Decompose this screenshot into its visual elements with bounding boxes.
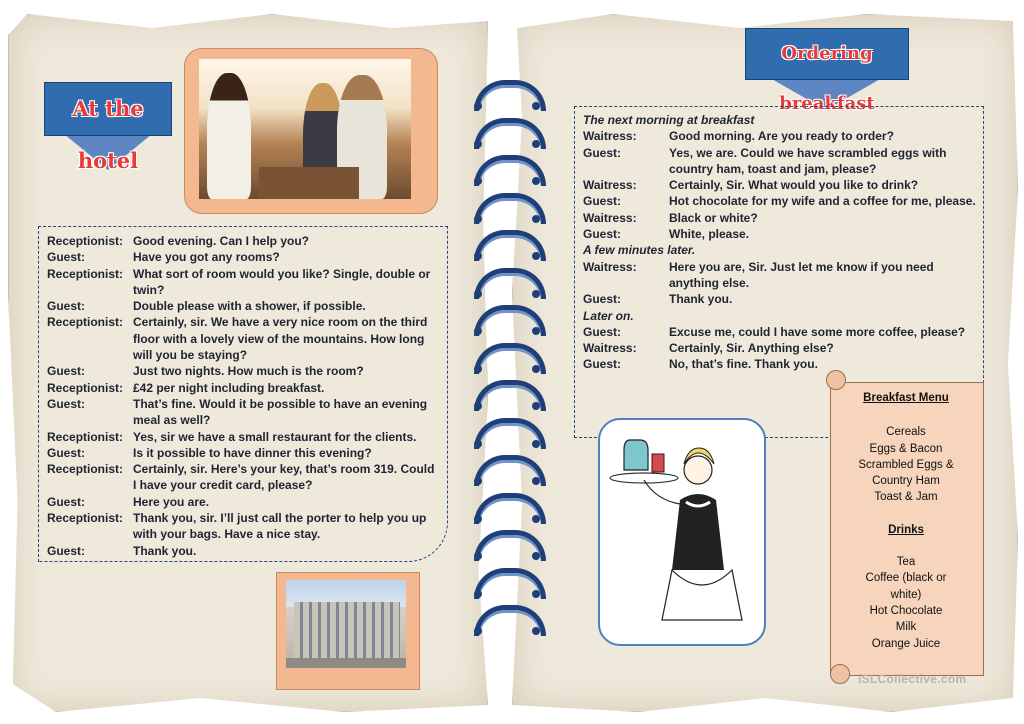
waitress-head bbox=[684, 456, 712, 484]
hotel-dialogue bbox=[47, 233, 439, 559]
dialogue-line: Thank you. bbox=[133, 543, 197, 558]
dialogue-line: What sort of room would you like? Single, double or twin? bbox=[133, 266, 431, 297]
dialogue-line: Just two nights. How much is the room? bbox=[133, 364, 364, 379]
waitress-illustration bbox=[600, 420, 764, 644]
speaker: Waitress: bbox=[583, 178, 637, 193]
speaker: Guest: bbox=[47, 445, 86, 460]
drink-item: Milk bbox=[895, 621, 917, 634]
ring-hole-icon bbox=[474, 440, 482, 448]
dialogue-row bbox=[47, 510, 439, 543]
hotel-building-photo bbox=[286, 580, 406, 668]
scene-note bbox=[583, 112, 978, 128]
dialogue-row bbox=[47, 249, 439, 265]
speaker: Receptionist: bbox=[47, 380, 124, 395]
dialogue-line: Have you got any rooms? bbox=[133, 250, 280, 265]
speaker: Guest: bbox=[583, 227, 622, 242]
dialogue-row bbox=[47, 396, 439, 429]
dialogue-row bbox=[583, 210, 978, 226]
menu-item: Cereals bbox=[886, 426, 926, 439]
dialogue-line: That’s fine. Would it be possible to have an evening meal as well? bbox=[133, 396, 428, 428]
speaker: Guest: bbox=[47, 250, 86, 265]
breakfast-dialogue bbox=[583, 112, 978, 373]
speaker: Receptionist: bbox=[47, 429, 124, 444]
ring-hole-icon bbox=[474, 102, 482, 110]
ring-hole-icon bbox=[532, 252, 540, 260]
dialogue-row bbox=[583, 145, 978, 178]
dialogue-row bbox=[47, 380, 439, 396]
waitress-skirt bbox=[662, 570, 742, 620]
dialogue-line: Certainly, Sir. What would you like to drink? bbox=[669, 178, 919, 193]
speaker: Receptionist: bbox=[47, 462, 124, 477]
breakfast-title-banner: Ordering breakfast bbox=[745, 28, 909, 80]
dialogue-row bbox=[583, 226, 978, 242]
dialogue-line: £42 per night including breakfast. bbox=[133, 380, 325, 395]
dialogue-line: Black or white? bbox=[669, 210, 758, 225]
dialogue-line: Certainly, sir. Here’s your key, that’s room 319. Could I have your credit card, please? bbox=[133, 462, 435, 493]
scene-note-text: A few minutes later. bbox=[583, 243, 696, 258]
ring-hole-icon bbox=[532, 552, 540, 560]
dialogue-row bbox=[47, 298, 439, 314]
drink-item: Coffee (black or bbox=[865, 572, 947, 585]
speaker: Guest: bbox=[583, 292, 622, 307]
reception-desk bbox=[259, 167, 359, 199]
ring-hole-icon bbox=[532, 365, 540, 373]
speaker: Waitress: bbox=[583, 259, 637, 274]
ring-hole-icon bbox=[474, 290, 482, 298]
dialogue-row bbox=[583, 340, 978, 356]
watermark: iSLCollective.com bbox=[858, 672, 967, 686]
speaker: Guest: bbox=[583, 194, 622, 209]
dialogue-row bbox=[47, 314, 439, 363]
speaker: Guest: bbox=[47, 494, 86, 509]
reception-photo bbox=[199, 59, 411, 199]
ring-hole-icon bbox=[532, 290, 540, 298]
ring-hole-icon bbox=[474, 402, 482, 410]
breakfast-menu bbox=[826, 390, 986, 652]
ring-hole-icon bbox=[532, 327, 540, 335]
ring-hole-icon bbox=[474, 252, 482, 260]
ring-hole-icon bbox=[532, 402, 540, 410]
drink-item: Orange Juice bbox=[871, 637, 941, 650]
dialogue-row bbox=[47, 363, 439, 379]
menu-item: Eggs & Bacon bbox=[869, 442, 943, 455]
dialogue-line: Thank you, sir. I’ll just call the porter to help you up with your bags. Have a nice stay. bbox=[133, 511, 427, 542]
scene-note-text: Later on. bbox=[583, 308, 634, 323]
dialogue-row bbox=[47, 233, 439, 249]
dialogue-row bbox=[583, 193, 978, 209]
dialogue-row bbox=[47, 266, 439, 299]
dialogue-line: White, please. bbox=[669, 227, 750, 242]
speaker: Guest: bbox=[47, 543, 86, 558]
building-facade bbox=[294, 602, 400, 660]
ring-hole-icon bbox=[474, 515, 482, 523]
menu-item: Country Ham bbox=[872, 475, 940, 488]
receptionist-figure bbox=[207, 73, 251, 199]
dialogue-line: Yes, sir we have a small restaurant for the clients. bbox=[133, 429, 417, 444]
scroll-curl-bottom-icon bbox=[830, 664, 850, 684]
ring-hole-icon bbox=[532, 627, 540, 635]
waitress-arm bbox=[644, 480, 680, 504]
tray bbox=[610, 473, 678, 483]
menu-item: Scrambled Eggs & bbox=[858, 458, 954, 471]
dialogue-row bbox=[47, 494, 439, 510]
dialogue-line: Here you are. bbox=[133, 494, 210, 509]
dialogue-row bbox=[47, 429, 439, 445]
menu-title: Breakfast Menu bbox=[863, 392, 949, 404]
speaker: Waitress: bbox=[583, 129, 637, 144]
drink-item: white) bbox=[890, 588, 922, 601]
speaker: Guest: bbox=[583, 357, 622, 372]
dialogue-line: Certainly, sir. We have a very nice room on the third floor with a lovely view of the mountains. How long will you be staying? bbox=[133, 315, 428, 363]
dialogue-line: Hot chocolate for my wife and a coffee for me, please. bbox=[669, 194, 976, 209]
ring-hole-icon bbox=[532, 590, 540, 598]
scene-note bbox=[583, 242, 978, 258]
dialogue-line: Here you are, Sir. Just let me know if you need anything else. bbox=[669, 259, 934, 290]
scene-note bbox=[583, 308, 978, 324]
speaker: Waitress: bbox=[583, 210, 637, 225]
ring-hole-icon bbox=[474, 327, 482, 335]
drink-item: Hot Chocolate bbox=[869, 604, 943, 617]
ring-hole-icon bbox=[532, 140, 540, 148]
dialogue-line: Is it possible to have dinner this evening? bbox=[133, 445, 372, 460]
dialogue-row bbox=[583, 324, 978, 340]
ring-hole-icon bbox=[532, 515, 540, 523]
speaker: Receptionist: bbox=[47, 234, 124, 248]
scene-note-text: The next morning at breakfast bbox=[583, 113, 755, 127]
waitress-illustration-frame bbox=[598, 418, 766, 646]
scroll-curl-top-icon bbox=[826, 370, 846, 390]
drinks-title: Drinks bbox=[888, 523, 924, 536]
ring-hole-icon bbox=[532, 477, 540, 485]
dialogue-line: Yes, we are. Could we have scrambled eggs with country ham, toast and jam, please? bbox=[669, 145, 947, 176]
dialogue-line: Excuse me, could I have some more coffee, please? bbox=[669, 324, 966, 339]
coffee-pot-icon bbox=[624, 440, 648, 470]
dialogue-row bbox=[583, 291, 978, 307]
speaker: Guest: bbox=[47, 396, 86, 411]
speaker: Receptionist: bbox=[47, 511, 124, 526]
speaker: Receptionist: bbox=[47, 266, 124, 281]
menu-item: Toast & Jam bbox=[874, 491, 938, 504]
ring-hole-icon bbox=[474, 552, 482, 560]
speaker: Receptionist: bbox=[47, 315, 124, 330]
dialogue-line: Certainly, Sir. Anything else? bbox=[669, 341, 834, 356]
ring-hole-icon bbox=[474, 177, 482, 185]
dialogue-line: Good evening. Can I help you? bbox=[133, 234, 310, 248]
speaker: Guest: bbox=[583, 324, 622, 339]
speaker: Guest: bbox=[47, 299, 86, 314]
dialogue-row bbox=[47, 461, 439, 494]
speaker: Guest: bbox=[583, 145, 622, 160]
dialogue-line: Thank you. bbox=[669, 292, 733, 307]
ring-hole-icon bbox=[532, 440, 540, 448]
speaker: Waitress: bbox=[583, 341, 637, 356]
dialogue-row bbox=[583, 177, 978, 193]
drink-item: Tea bbox=[896, 556, 916, 569]
speaker: Guest: bbox=[47, 364, 86, 379]
ring-hole-icon bbox=[532, 215, 540, 223]
street bbox=[286, 658, 406, 668]
dialogue-row bbox=[583, 259, 978, 292]
hotel-title-banner: At the hotel bbox=[44, 82, 172, 136]
dialogue-line: Good morning. Are you ready to order? bbox=[669, 129, 894, 144]
dialogue-line: Double please with a shower, if possible. bbox=[133, 299, 366, 314]
ring-hole-icon bbox=[474, 215, 482, 223]
dialogue-row bbox=[47, 543, 439, 559]
dialogue-line: No, that’s fine. Thank you. bbox=[669, 357, 818, 372]
dialogue-row bbox=[583, 128, 978, 144]
ring-hole-icon bbox=[474, 365, 482, 373]
ring-hole-icon bbox=[532, 177, 540, 185]
ring-hole-icon bbox=[474, 627, 482, 635]
ring-hole-icon bbox=[474, 590, 482, 598]
ring-hole-icon bbox=[532, 102, 540, 110]
cup-icon bbox=[652, 454, 664, 472]
ring-hole-icon bbox=[474, 140, 482, 148]
ring-hole-icon bbox=[474, 477, 482, 485]
dialogue-row bbox=[47, 445, 439, 461]
